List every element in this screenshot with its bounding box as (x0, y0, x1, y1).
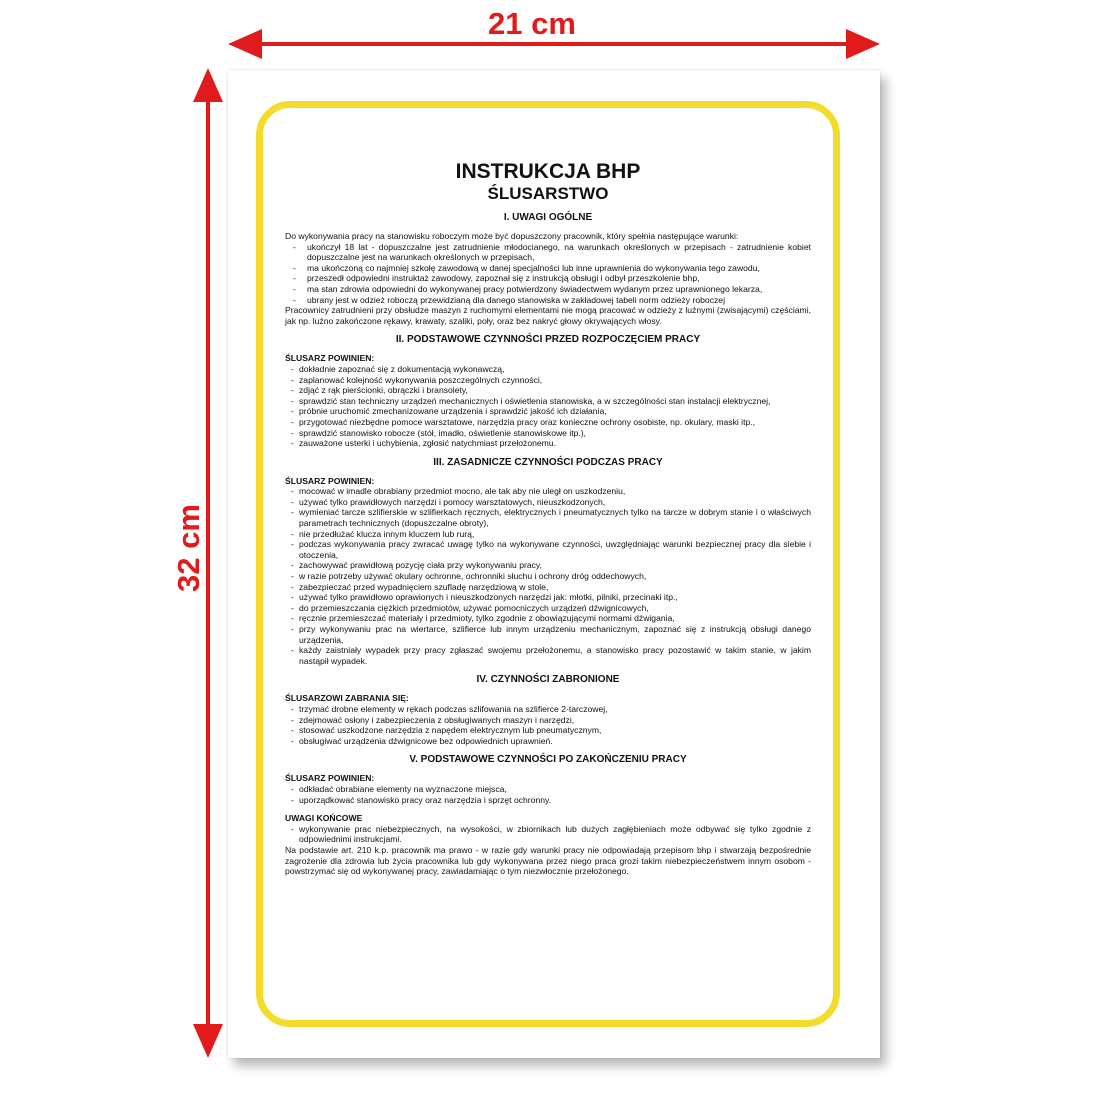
list-item: - przeszedł odpowiedni instruktaż zawodowy, zapoznał się z instrukcją obsługi i odbył przeszkolenie bhp, (285, 273, 811, 284)
list-item: - zauważone usterki i uchybienia, zgłosić natychmiast przełożonemu. (285, 438, 811, 449)
list-item: - próbnie uruchomić zmechanizowane urządzenia i sprawdzić jakość ich działania, (285, 406, 811, 417)
sign-sheet (228, 70, 880, 1058)
duties-list (285, 364, 811, 449)
section-subheading: ŚLUSARZ POWINIEN: (285, 353, 375, 364)
prohibited-list (285, 704, 811, 746)
section-outro: Pracownicy zatrudnieni przy obsłudze maszyn z ruchomymi elementami nie mogą pracować w odzieży z luźnymi (zwisającymi) częściami, jak np. luźno zakończone rękawy, krawaty, szaliki, poły, oraz bez nakryć głowy okrywających włosy. (285, 305, 811, 326)
list-item: - odkładać obrabiane elementy na wyznaczone miejsca, (285, 784, 811, 795)
height-arrow-bottom-head (193, 1024, 223, 1058)
list-item: - wymieniać tarcze szlifierskie w szlifierkach ręcznych, elektrycznych i pneumatycznych tylko na tarcze w dobrym stanie i o właściwych parametrach technicznych (dopuszczalne obroty), (285, 507, 811, 528)
yellow-frame (256, 101, 840, 1027)
list-item: - przy wykonywaniu prac na wiertarce, szlifierce lub innym urządzeniu mechanicznym, zapoznać się z instrukcją obsługi danego urządzenia, (285, 624, 811, 645)
list-item: - do przemieszczania ciężkich przedmiotów, używać pomocniczych urządzeń dźwignicowych, (285, 603, 811, 614)
section-heading: I. UWAGI OGÓLNE (503, 212, 593, 223)
section-heading: IV. CZYNNOŚCI ZABRONIONE (476, 674, 620, 686)
final-notes-paragraph: Na podstawie art. 210 k.p. pracownik ma prawo - w razie gdy warunki pracy nie odpowiadają przepisom bhp i stwarzają bezpośrednie zagrożenie dla zdrowia lub życia pracownika lub gdy wykonywana przez niego praca grozi takim niebezpieczeństwem innym osobom - powstrzymać się od wykonywanej pracy, zawiadamiając o tym niezwłocznie przełożonego. (285, 844, 811, 877)
list-item: - ukończył 18 lat - dopuszczalne jest zatrudnienie młodocianego, na warunkach określonych w przepisach - zatrudnienie kobiet dopuszczalne jest na warunkach określonych w przepisach, (285, 242, 811, 263)
list-item: - zachowywać prawidłową pozycję ciała przy wykonywaniu pracy, (285, 560, 811, 571)
height-label: 32 cm (171, 504, 206, 592)
list-item: - dokładnie zapoznać się z dokumentacją wykonawczą, (285, 364, 811, 375)
list-item: - przygotować niezbędne pomoce warsztatowe, narzędzia pracy oraz konieczne ochrony osobiste, np. okulary, maski itp., (285, 417, 811, 428)
height-arrow-top-head (193, 68, 223, 102)
duties-list (285, 784, 811, 805)
list-item: - stosować uszkodzone narzędzia z napędem elektrycznym lub pneumatycznym, (285, 725, 811, 736)
conditions-list (285, 242, 811, 306)
section-heading: V. PODSTAWOWE CZYNNOŚCI PO ZAKOŃCZENIU PRACY (409, 754, 687, 766)
list-item: - nie przedłużać klucza innym kluczem lub rurą, (285, 529, 811, 540)
section-intro: Do wykonywania pracy na stanowisku roboczym może być dopuszczony pracownik, który spełnia następujące warunki: (285, 231, 739, 241)
section-heading: III. ZASADNICZE CZYNNOŚCI PODCZAS PRACY (433, 456, 663, 468)
list-item: - w razie potrzeby używać okulary ochronne, ochronniki słuchu i ochrony dróg oddechowych, (285, 571, 811, 582)
section-subheading: ŚLUSARZOWI ZABRANIA SIĘ: (285, 693, 409, 704)
list-item: - mocować w imadle obrabiany przedmiot mocno, ale tak aby nie uległ on uszkodzeniu, (285, 486, 811, 497)
width-label: 21 cm (488, 6, 576, 41)
width-arrow-right-head (846, 29, 880, 59)
list-item: - ma stan zdrowia odpowiedni do wykonywanej pracy potwierdzony świadectwem wydanym przez uprawnionego lekarza, (285, 284, 811, 295)
document-title: INSTRUKCJA BHP (455, 160, 641, 183)
list-item: - sprawdzić stanowisko robocze (stół, imadło, oświetlenie stanowiskowe itp.), (285, 428, 811, 439)
final-notes-list (285, 824, 811, 845)
section-heading: II. PODSTAWOWE CZYNNOŚCI PRZED ROZPOCZĘCIEM PRACY (395, 334, 701, 346)
list-item: - zdejmować osłony i zabezpieczenia z obsługiwanych maszyn i narzędzi, (285, 715, 811, 726)
document-subtitle: ŚLUSARSTWO (487, 184, 609, 203)
list-item: - ubrany jest w odzież roboczą przewidzianą dla danego stanowiska w zakładowej tabeli norm odzieży roboczej (285, 295, 811, 306)
list-item: - ma ukończoną co najmniej szkołę zawodową w danej specjalności lub inne uprawnienia do wykonywania tego zawodu, (285, 263, 811, 274)
section-subheading: ŚLUSARZ POWINIEN: (285, 773, 375, 784)
list-item: - zabezpieczać przed wypadnięciem szufladę narzędziową w stole, (285, 582, 811, 593)
list-item: - używać tylko prawidłowych narzędzi i pomocy warsztatowych, nieuszkodzonych, (285, 497, 811, 508)
list-item: - trzymać drobne elementy w rękach podczas szlifowania na szlifierce 2-tarczowej, (285, 704, 811, 715)
list-item: - każdy zaistniały wypadek przy pracy zgłaszać swojemu przełożonemu, a stanowisko pracy pozostawić w takim stanie, w jakim nastąpił wypadek. (285, 645, 811, 666)
list-item: - ręcznie przemieszczać materiały i przedmioty, tylko zgodnie z obowiązującymi normami dźwigania, (285, 613, 811, 624)
list-item: - podczas wykonywania pracy zwracać uwagę tylko na wykonywane czynności, uwzględniając warunki bezpiecznej pracy dla siebie i otoczenia, (285, 539, 811, 560)
duties-list (285, 486, 811, 666)
section-subheading: ŚLUSARZ POWINIEN: (285, 475, 375, 486)
document-content (285, 160, 811, 877)
list-item: - uporządkować stanowisko pracy oraz narzędzia i sprzęt ochronny. (285, 795, 811, 806)
final-notes-heading: UWAGI KOŃCOWE (285, 813, 363, 824)
list-item: - obsługiwać urządzenia dźwignicowe bez odpowiednich uprawnień. (285, 736, 811, 747)
width-arrow-left-head (228, 29, 262, 59)
list-item: - sprawdzić stan techniczny urządzeń mechanicznych i oświetlenia stanowiska, a w szczególności stan instalacji elektrycznej, (285, 396, 811, 407)
list-item: - zaplanować kolejność wykonywania poszczególnych czynności, (285, 375, 811, 386)
list-item: - używać tylko prawidłowo oprawionych i nieuszkodzonych narzędzi jak: młotki, pilniki, przecinaki itp., (285, 592, 811, 603)
list-item: - zdjąć z rąk pierścionki, obrączki i bransolety, (285, 385, 811, 396)
list-item: - wykonywanie prac niebezpiecznych, na wysokości, w zbiornikach lub dużych zagłębieniach może odbywać się tylko zgodnie z odpowiednimi instrukcjami. (285, 824, 811, 845)
